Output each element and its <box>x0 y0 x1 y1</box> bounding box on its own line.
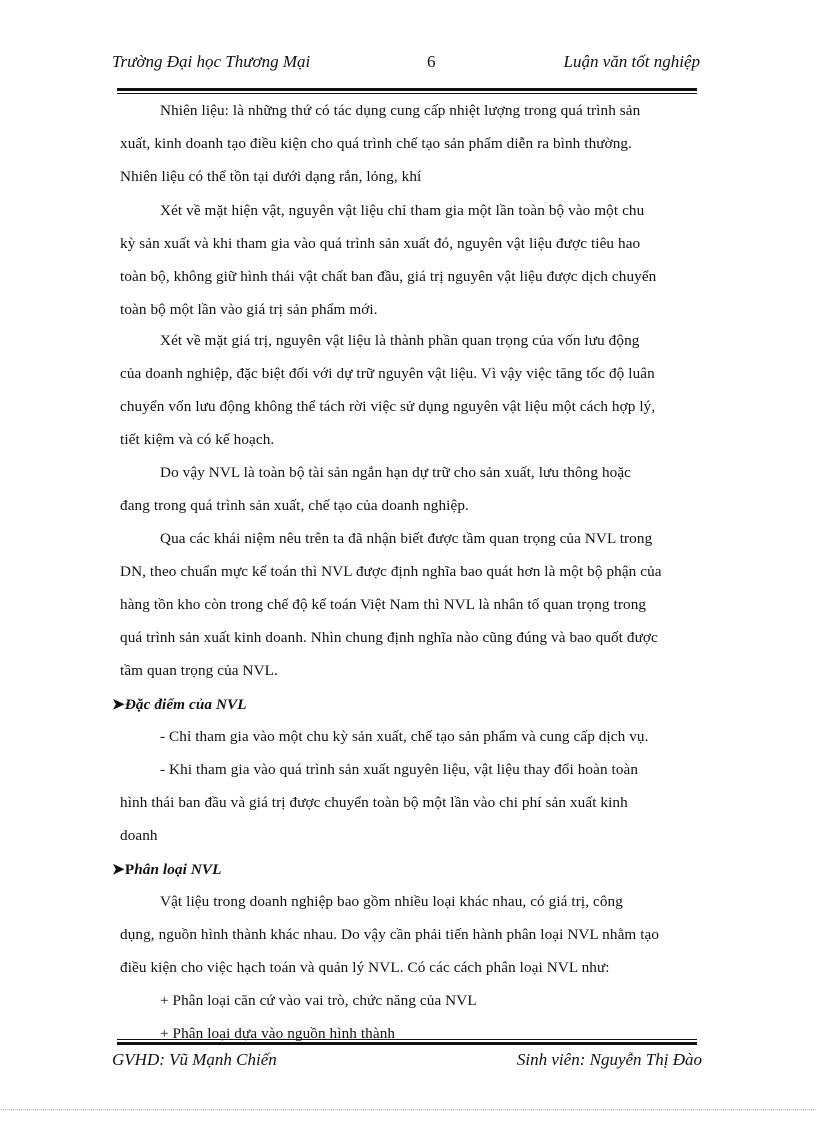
paragraph-line: doanh <box>120 827 158 844</box>
paragraph-line: xuất, kinh doanh tạo điều kiện cho quá trình chế tạo sản phẩm diễn ra bình thường. <box>120 135 633 152</box>
paragraph-line: kỳ sản xuất và khi tham gia vào quá trình sản xuất đó, nguyên vật liệu được tiêu hao <box>120 235 641 252</box>
document-type: Luận văn tốt nghiệp <box>563 52 700 71</box>
footer-rule <box>117 1039 697 1045</box>
paragraph-line: dụng, nguồn hình thành khác nhau. Do vậy cần phải tiến hành phân loại NVL nhằm tạo <box>120 926 660 943</box>
paragraph-line: đang trong quá trình sản xuất, chế tạo của doanh nghiệp. <box>120 497 469 514</box>
paragraph-line: hàng tồn kho còn trong chế độ kế toán Việt Nam thì NVL là nhân tố quan trọng trong <box>120 596 647 613</box>
paragraph-line: tầm quan trọng của NVL. <box>120 662 278 679</box>
school-name: Trường Đại học Thương Mại <box>112 52 311 71</box>
arrowhead-bullet-icon: ➤ <box>112 861 125 878</box>
paragraph-line: tiết kiệm và có kế hoạch. <box>120 431 275 448</box>
paragraph-line: Do vậy NVL là toàn bộ tài sản ngắn hạn dự trữ cho sản xuất, lưu thông hoặc <box>160 464 632 481</box>
paragraph-line: điều kiện cho việc hạch toán và quản lý NVL. Có các cách phân loại NVL như: <box>120 959 610 976</box>
paragraph-line: - Khi tham gia vào quá trình sản xuất nguyên liệu, vật liệu thay đổi hoàn toàn <box>160 761 639 778</box>
section-heading-classification: ➤Phân loại NVL <box>112 861 222 878</box>
student-name: Sinh viên: Nguyễn Thị Đào <box>516 1050 702 1069</box>
paragraph-line: - Chỉ tham gia vào một chu kỳ sản xuất, chế tạo sản phẩm và cung cấp dịch vụ. <box>160 728 649 745</box>
page-number: 6 <box>427 52 436 71</box>
paragraph-line: của doanh nghiệp, đặc biệt đối với dự trữ nguyên vật liệu. Vì vậy việc tăng tốc độ luân <box>120 365 655 382</box>
paragraph-line: Nhiên liệu có thể tồn tại dưới dạng rắn, lỏng, khí <box>120 168 422 185</box>
paragraph-line: DN, theo chuẩn mực kế toán thì NVL được định nghĩa bao quát hơn là một bộ phận của <box>120 563 662 580</box>
page-edge-dotted-line <box>0 1109 816 1110</box>
paragraph-line: Nhiên liệu: là những thứ có tác dụng cung cấp nhiệt lượng trong quá trình sản <box>160 102 641 119</box>
arrowhead-bullet-icon: ➤ <box>112 696 125 713</box>
header-rule <box>117 88 697 94</box>
paragraph-line: Vật liệu trong doanh nghiệp bao gồm nhiều loại khác nhau, có giá trị, công <box>160 893 623 910</box>
paragraph-line: toàn bộ, không giữ hình thái vật chất ban đầu, giá trị nguyên vật liệu được dịch chuyển <box>120 268 657 285</box>
paragraph-line: Qua các khái niệm nêu trên ta đã nhận biết được tầm quan trọng của NVL trong <box>160 530 653 547</box>
advisor-name: GVHD: Vũ Mạnh Chiến <box>112 1050 277 1069</box>
page-header <box>112 48 700 82</box>
paragraph-line: Xét về mặt hiện vật, nguyên vật liệu chỉ tham gia một lần toàn bộ vào một chu <box>160 202 645 219</box>
bullet-line: + Phân loại căn cứ vào vai trò, chức năng của NVL <box>160 992 477 1009</box>
paragraph-line: chuyển vốn lưu động không thể tách rời việc sử dụng nguyên vật liệu một cách hợp lý, <box>120 398 656 415</box>
paragraph-line: Xét về mặt giá trị, nguyên vật liệu là thành phần quan trọng của vốn lưu động <box>160 332 640 349</box>
bullet-line: + Phân loại dựa vào nguồn hình thành <box>160 1025 396 1042</box>
paragraph-line: hình thái ban đầu và giá trị được chuyển toàn bộ một lần vào chi phí sản xuất kinh <box>120 794 628 811</box>
section-heading-characteristics: ➤Đặc điểm của NVL <box>112 696 247 713</box>
paragraph-line: quá trình sản xuất kinh doanh. Nhìn chung định nghĩa nào cũng đúng và bao quốt được <box>120 629 658 646</box>
paragraph-line: toàn bộ một lần vào giá trị sản phẩm mới. <box>120 301 378 318</box>
